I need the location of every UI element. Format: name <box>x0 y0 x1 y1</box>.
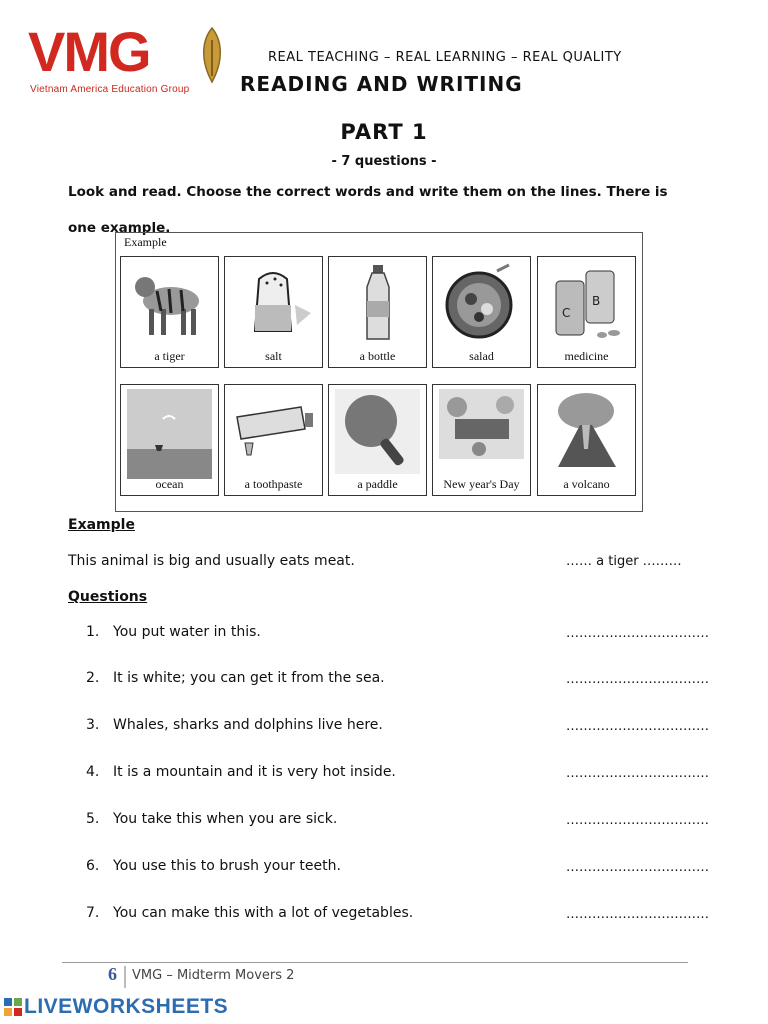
question-text: You take this when you are sick. <box>113 811 338 827</box>
picture-caption: salt <box>265 349 282 363</box>
picture-caption: ocean <box>155 477 184 491</box>
paddle-icon <box>335 389 420 474</box>
picture-card-bottle <box>328 256 427 368</box>
tagline: REAL TEACHING – REAL LEARNING – REAL QUALITY <box>268 50 622 65</box>
salad-icon <box>439 261 524 341</box>
footer-separator <box>124 966 126 988</box>
liveworksheets-icon <box>4 998 22 1016</box>
question-text: You put water in this. <box>113 624 261 640</box>
picture-card-salad <box>432 256 531 368</box>
question-text: You can make this with a lot of vegetables. <box>113 905 414 921</box>
vmg-logo: VMG <box>28 20 150 83</box>
picture-caption: a tiger <box>154 349 185 363</box>
logo-subtitle: Vietnam America Education Group <box>30 84 190 95</box>
picture-card-salt <box>224 256 323 368</box>
answer-blank[interactable]: …………………………… <box>566 626 709 641</box>
questions-heading: Questions <box>68 589 148 605</box>
pen-nib-icon <box>196 26 228 84</box>
picture-caption: a bottle <box>359 349 396 363</box>
picture-caption: a volcano <box>563 477 610 491</box>
picture-card-paddle <box>328 384 427 496</box>
footer-divider <box>62 962 688 963</box>
footer-text: VMG – Midterm Movers 2 <box>132 968 295 983</box>
question-number: 4. <box>86 764 100 780</box>
new-year-icon <box>439 389 524 469</box>
picture-caption: a toothpaste <box>244 477 303 491</box>
section-title: READING AND WRITING <box>240 72 523 96</box>
picture-card-medicine <box>537 256 636 368</box>
picture-card-ocean <box>120 384 219 496</box>
question-text: It is a mountain and it is very hot inside. <box>113 764 396 780</box>
example-sentence: This animal is big and usually eats meat. <box>68 553 355 569</box>
picture-caption: medicine <box>564 349 609 363</box>
instruction-text: Look and read. Choose the correct words and write them on the lines. There is one example. <box>68 184 668 236</box>
question-number: 2. <box>86 670 100 686</box>
picture-box-label: Example <box>124 235 167 249</box>
picture-card-new-year <box>432 384 531 496</box>
answer-blank[interactable]: …………………………… <box>566 766 709 781</box>
question-number: 3. <box>86 717 100 733</box>
example-heading: Example <box>68 517 135 533</box>
svg-text:B: B <box>592 294 601 308</box>
page-number: 6 <box>108 964 117 984</box>
salt-shaker-icon <box>231 261 316 341</box>
picture-card-volcano <box>537 384 636 496</box>
ocean-icon <box>127 389 212 479</box>
answer-blank[interactable]: …………………………… <box>566 860 709 875</box>
volcano-icon <box>544 389 629 469</box>
answer-blank[interactable]: …………………………… <box>566 719 709 734</box>
example-answer: …… a tiger ……… <box>566 554 682 569</box>
svg-text:C: C <box>562 306 571 320</box>
picture-card-tiger <box>120 256 219 368</box>
picture-card-toothpaste <box>224 384 323 496</box>
part-subtitle: - 7 questions - <box>331 154 437 169</box>
part-title: PART 1 <box>340 120 428 144</box>
question-number: 7. <box>86 905 100 921</box>
picture-caption: a paddle <box>357 477 398 491</box>
tiger-icon <box>127 261 212 341</box>
question-text: You use this to brush your teeth. <box>113 858 341 874</box>
toothpaste-icon <box>231 389 316 469</box>
answer-blank[interactable]: …………………………… <box>566 672 709 687</box>
picture-caption: New year's Day <box>443 477 520 491</box>
question-text: Whales, sharks and dolphins live here. <box>113 717 383 733</box>
question-number: 6. <box>86 858 100 874</box>
answer-blank[interactable]: …………………………… <box>566 907 709 922</box>
medicine-icon <box>544 261 629 341</box>
question-number: 1. <box>86 624 100 640</box>
picture-caption: salad <box>469 349 494 363</box>
bottle-icon <box>335 261 420 341</box>
question-number: 5. <box>86 811 100 827</box>
liveworksheets-brand[interactable]: LIVEWORKSHEETS <box>24 995 229 1018</box>
answer-blank[interactable]: …………………………… <box>566 813 709 828</box>
question-text: It is white; you can get it from the sea. <box>113 670 385 686</box>
